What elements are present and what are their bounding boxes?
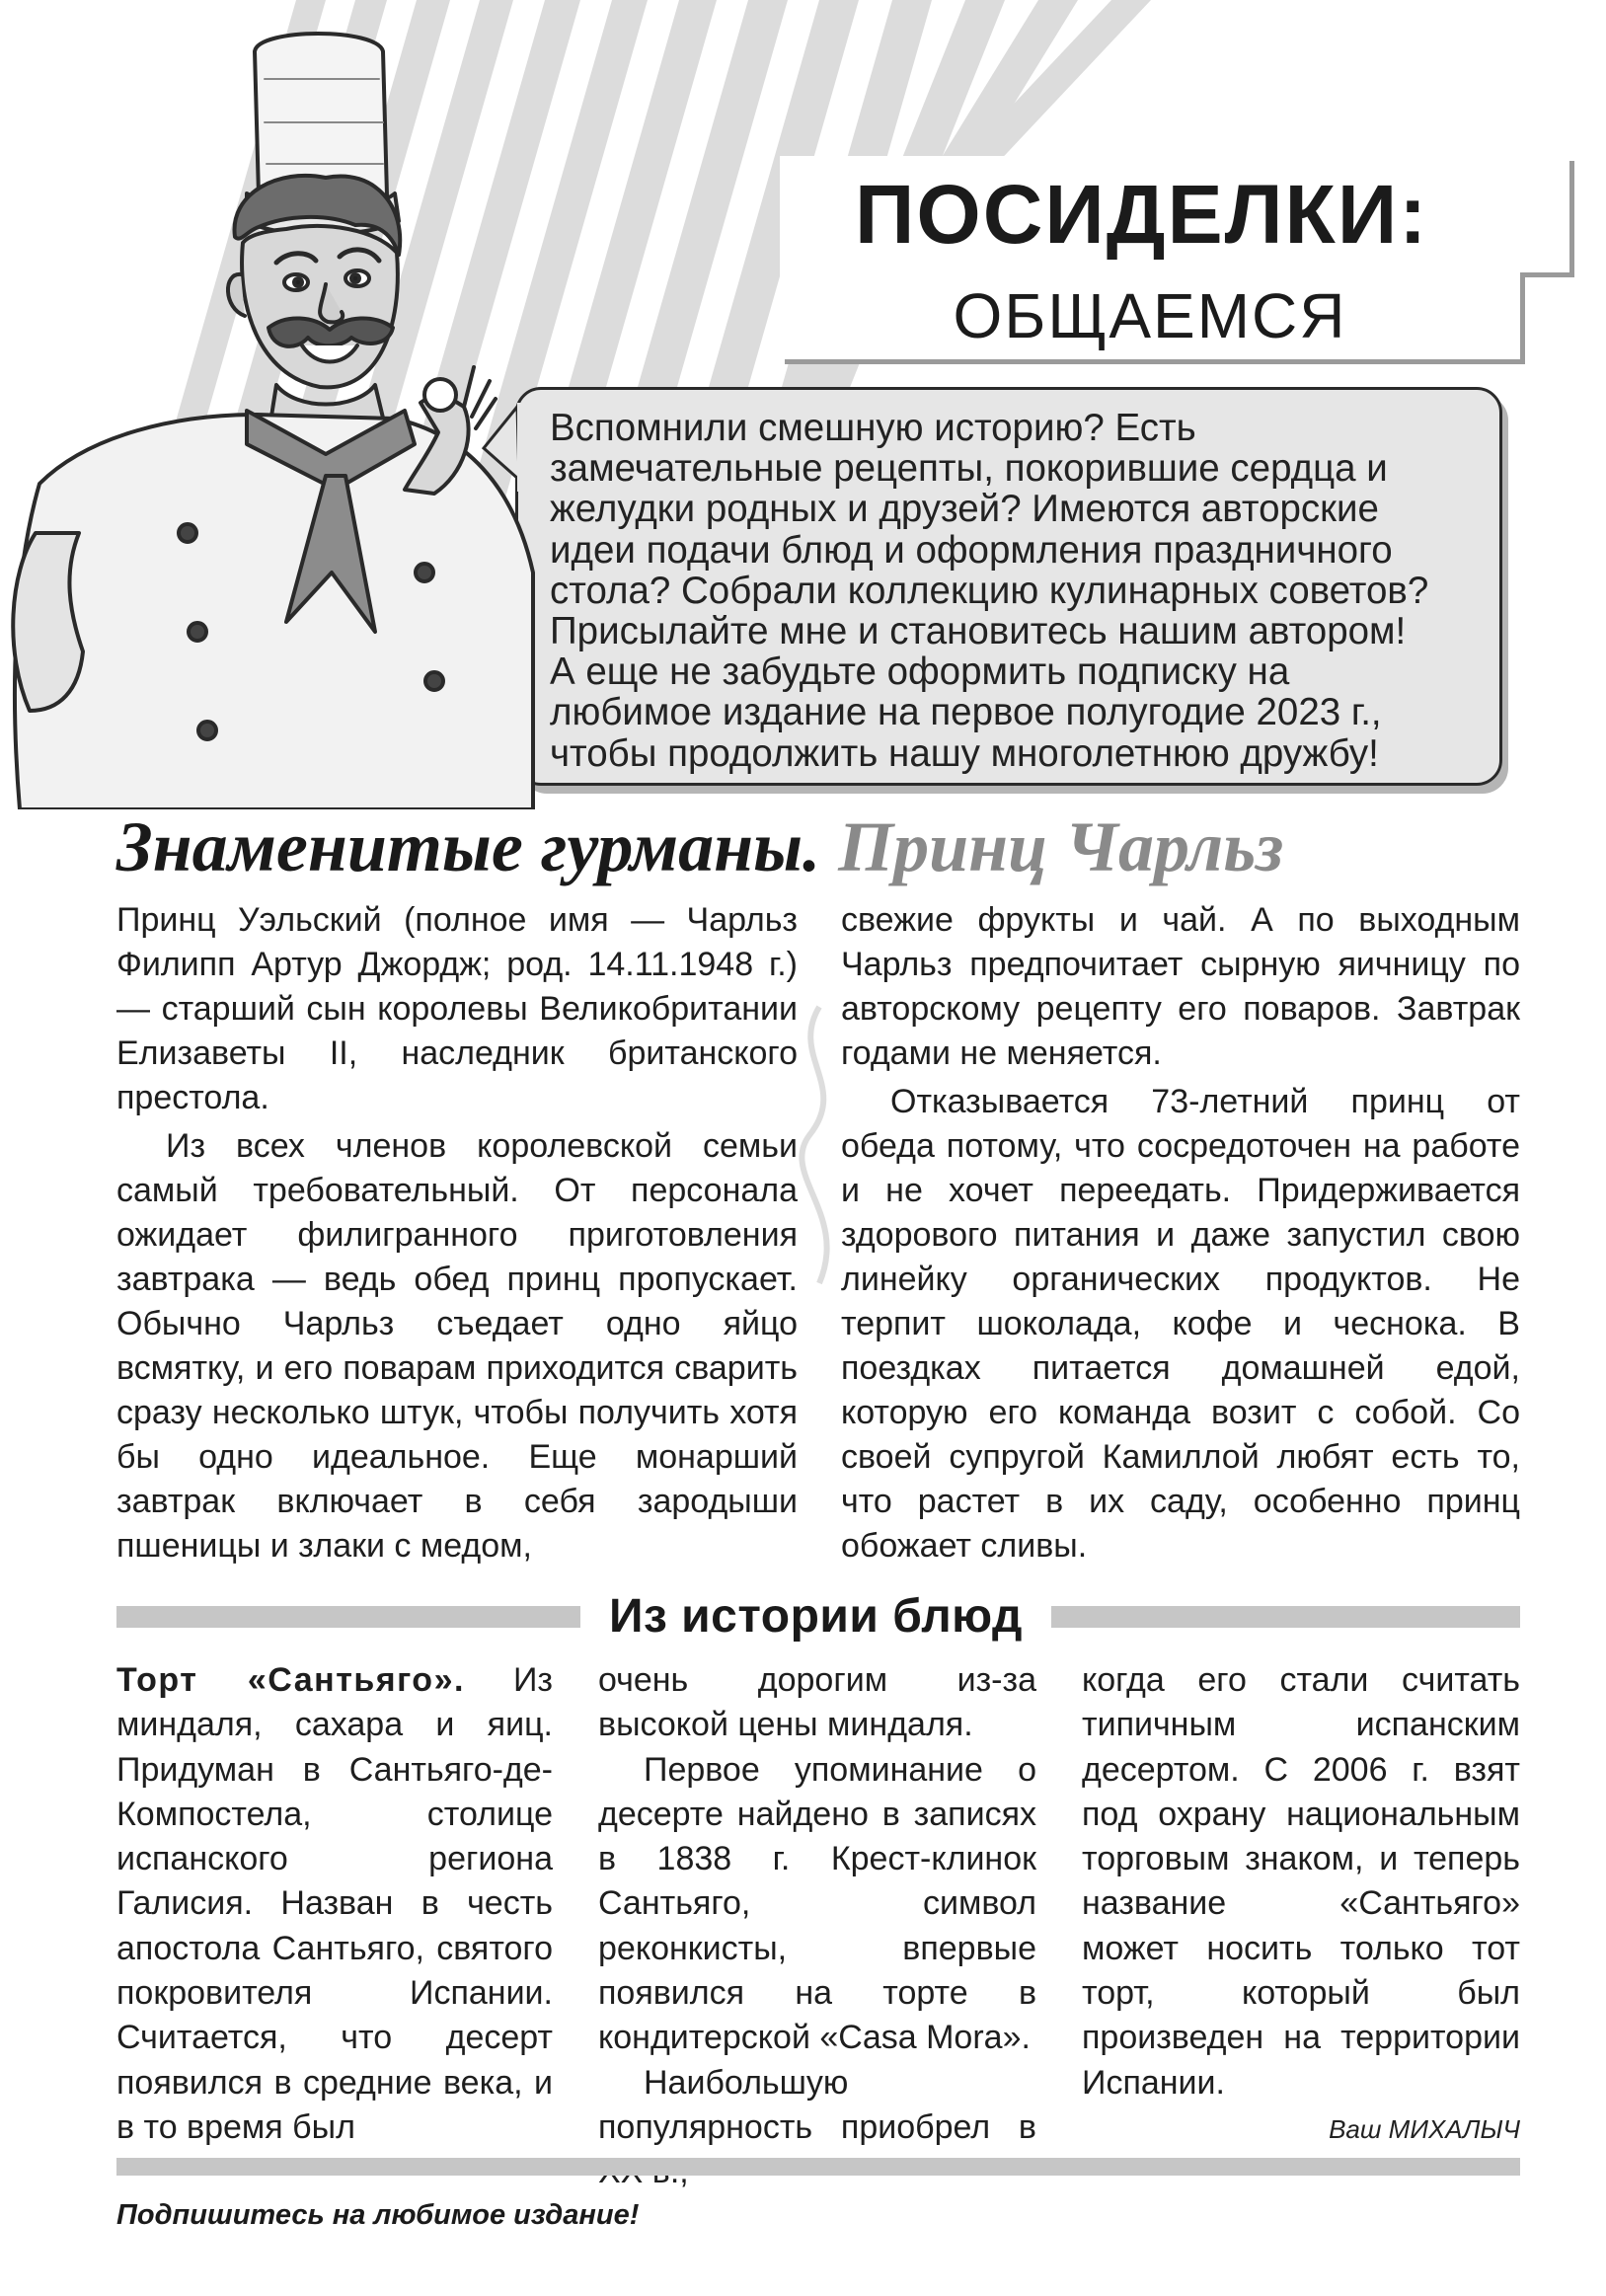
history-paragraph: Наибольшую популярность приобрел в xyxy=(598,2063,1036,2146)
dish-name: Торт «Сантьяго». xyxy=(116,1661,465,1699)
article-paragraph: Принц Уэльский (полное имя — Чарльз Филипп Артур Джордж; род. 14.11.1948 г.) — старший сын королевы Великобритании Елизаветы II, наследник британского престола. xyxy=(116,901,798,1116)
footer-slogan: Подпишитесь на любимое издание! xyxy=(116,2199,640,2231)
bubble-text xyxy=(550,408,1470,774)
history-paragraph xyxy=(116,1658,553,2150)
history-paragraph: когда его стали считать типичным испанским десертом. С 2006 г. взят под охрану национальным торговым знаком, и теперь название «Сантьяго» может носить только тот торт, который был произведен на территории Испании. xyxy=(1082,1661,1520,2102)
bubble-line: замечательные рецепты, покорившие сердца и xyxy=(550,447,1388,491)
history-column-2 xyxy=(598,1658,1036,2195)
article-column-2 xyxy=(841,898,1520,1569)
article-heading-name: Принц Чарльз xyxy=(838,807,1284,886)
article-heading xyxy=(116,807,1498,886)
bubble-line: желудки родных и друзей? Имеются авторские xyxy=(550,488,1379,531)
page-title: ПОСИДЕЛКИ: xyxy=(855,167,1429,261)
bubble-line: Присылайте мне и становитесь нашим автором! xyxy=(550,610,1407,653)
bubble-line: Вспомнили смешную историю? Есть xyxy=(550,407,1196,449)
history-paragraph: очень дорогим из-за высокой цены миндаля. xyxy=(598,1661,1036,1744)
speech-bubble xyxy=(515,387,1502,786)
author-signature: Ваш МИХАЛЫЧ xyxy=(1329,2114,1520,2144)
bubble-line: идеи подачи блюд и оформления праздничного xyxy=(550,528,1393,572)
section-rule-right xyxy=(1051,1606,1520,1628)
section-rule-left xyxy=(116,1606,580,1628)
bubble-line: стола? Собрали коллекцию кулинарных советов? xyxy=(550,569,1429,612)
history-text: Из миндаля, сахара и яиц. Придуман в Сантьяго-де-Компостела, столице испанского региона Галисия. Назван в честь апостола Сантьяго, святого покровителя Испании. Считается, что десерт появился в средние века, и в то время был xyxy=(116,1661,553,2146)
bubble-line: любимое издание на первое полугодие 2023 г., xyxy=(550,691,1382,734)
bottom-rule xyxy=(116,2158,1520,2176)
article-column-1 xyxy=(116,898,798,1569)
title-banner xyxy=(780,156,1569,272)
article-heading-main: Знаменитые гурманы. xyxy=(116,807,821,886)
history-paragraph: Первое упоминание о десерте найдено в записях в 1838 г. Крест-клинок Сантьяго, символ реконкисты, впервые появился на торте в кондитерской «Casa Mora». xyxy=(598,1750,1036,2057)
history-column-1 xyxy=(116,1658,553,2150)
article-paragraph: свежие фрукты и чай. А по выходным Чарльз предпочитает сырную яичницу по авторскому рецепту его поваров. Завтрак годами не меняется. xyxy=(841,901,1520,1072)
section-heading: Из истории блюд xyxy=(608,1590,1024,1643)
chef-illustration xyxy=(0,20,553,809)
page-subtitle: ОБЩАЕМСЯ xyxy=(953,280,1347,351)
history-column-3 xyxy=(1082,1658,1520,2105)
bubble-line: чтобы продолжить нашу многолетнюю дружбу! xyxy=(550,731,1379,775)
article-paragraph: Отказывается 73-летний принц от обеда потому, что сосредоточен на работе и не хочет переедать. Придерживается здорового питания и даже запустил свою линейку органических продуктов. Не терпит шоколада, кофе и чеснока. В поездках питается домашней едой, которую его команда возит с собой. Со своей супругой Камиллой любят есть то, что растет в их саду, особенно принц обожает сливы. xyxy=(841,1083,1520,1565)
bubble-line: А еще не забудьте оформить подписку на xyxy=(550,651,1290,694)
subtitle-banner xyxy=(780,272,1520,359)
article-paragraph: Из всех членов королевской семьи самый требовательный. От персонала ожидает филигранного приготовления завтрака — ведь обед принц пропускает. Обычно Чарльз съедает одно яйцо всмятку, и его поварам приходится сварить сразу несколько штук, чтобы получить хотя бы одно идеальное. Еще монарший завтрак включает в себя зародыши пшеницы и злаки с медом, xyxy=(116,1127,798,1565)
